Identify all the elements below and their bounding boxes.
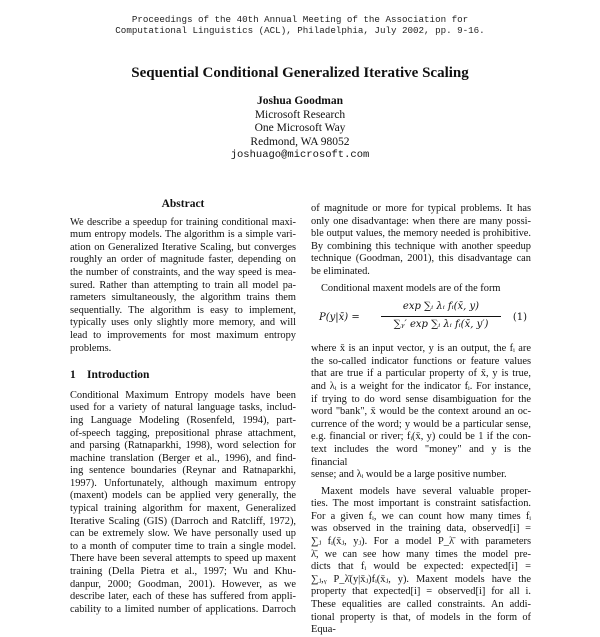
left-column <box>70 198 296 616</box>
right-line: if trying to do word sense disambiguation for the <box>311 393 531 405</box>
intro-line: of-speech tagging, prepositional phrase attachment, <box>70 427 296 439</box>
abstract-line: typically uses only slightly more memory, and will <box>70 317 296 329</box>
abstract-heading: Abstract <box>161 198 205 210</box>
right-column <box>311 203 531 637</box>
right-paragraph-2 <box>311 283 531 296</box>
intro-line: 1997). Unfortunately, although maximum entropy <box>70 477 296 489</box>
right-line: By combining this technique with another speedup <box>311 240 531 252</box>
right-line: where x̄ is an input vector, y is an output, the fᵢ are <box>311 343 531 355</box>
equation-numerator: exp ∑ᵢ λᵢ fᵢ(x̄, y) <box>381 301 501 317</box>
proceedings-line-1: Proceedings of the 40th Annual Meeting of the Association for <box>131 14 469 25</box>
intro-line: Iterative Scaling (GIS) (Darroch and Ratcliff, 1972), <box>70 515 296 527</box>
proceedings-line-2: Computational Linguistics (ACL), Philadelphia, July 2002, pp. 9-16. <box>115 25 485 36</box>
right-line: ble output values, the memory needed is prohibitive. <box>311 228 531 240</box>
equation-1 <box>311 301 531 335</box>
intro-line: training (Della Pietra et al., 1997; Wu and Khu- <box>70 566 296 578</box>
intro-line: describe later, each of these has suffered from appli- <box>70 591 296 603</box>
intro-line: There have been several attempts to speed up maxent <box>70 553 296 565</box>
section-title: Introduction <box>87 369 150 382</box>
intro-line: Conditional Maximum Entropy models have been <box>70 389 296 401</box>
abstract-line: rameters simultaneously, the algorithm trains them <box>70 292 296 304</box>
equation-denominator: ∑ᵧ′ exp ∑ᵢ λᵢ fᵢ(x̄, y′) <box>393 318 489 330</box>
section-number: 1 <box>70 369 76 382</box>
right-line: ∑ⱼ fᵢ(x̄ⱼ, yⱼ). For a model P_λ̄ with parameters <box>311 536 531 548</box>
right-line: e.g. financial or river; fᵢ(x̄, y) could be 1 if the con- <box>311 431 531 443</box>
intro-line: and parsing (Ratnaparkhi, 1998), word selection for <box>70 440 296 452</box>
abstract-body <box>70 217 296 356</box>
right-line: word "bank", x̄ would be the context around an oc- <box>311 406 531 418</box>
author-affiliation: Microsoft Research <box>254 108 346 121</box>
author-email: joshuago@microsoft.com <box>230 149 370 161</box>
right-line: property that expected[i] = observed[i] for all i. <box>311 586 531 598</box>
right-line: dicts that fᵢ would be expected: expected[i] = <box>311 561 531 573</box>
intro-line: ing sentence boundaries (Reynar and Ratnaparkhi, <box>70 465 296 477</box>
author-block <box>0 95 600 163</box>
author-name: Joshua Goodman <box>257 95 343 107</box>
abstract-line: the number of constraints, and the way speed is mea- <box>70 266 296 278</box>
equation-number: (1) <box>512 312 527 324</box>
right-line: ∑ⱼ,ᵧ P_λ̄(y|x̄ⱼ)fᵢ(x̄ⱼ, y). Maxent models have the <box>311 573 531 585</box>
right-line: currence of the word; y would be a particular sense, <box>311 418 531 430</box>
intro-line: (maxent) models can be applied very generally, the <box>70 490 296 502</box>
author-address-1: One Microsoft Way <box>254 122 346 134</box>
right-line: technique (Goodman, 2001), this disadvantage can <box>311 253 531 265</box>
introduction-body <box>70 390 296 617</box>
right-line: of magnitude or more for typical problems. It has <box>311 203 531 214</box>
paper-title: Sequential Conditional Generalized Iterative Scaling <box>131 65 469 81</box>
right-line: λ̄, we can see how many times the model pre- <box>311 548 531 560</box>
abstract-line: mum entropy models. The algorithm is a simple vari- <box>70 229 296 241</box>
right-line: Maxent models have several valuable proper- <box>321 485 531 497</box>
right-line: tional property is that, of models in the form of Equa- <box>311 611 531 636</box>
right-line: These equalities are called constraints. An addi- <box>311 599 531 611</box>
abstract-line: We describe a speedup for training conditional maxi- <box>70 216 296 228</box>
right-line: Conditional maxent models are of the form <box>321 282 501 294</box>
right-line: only one disadvantage: when there are many possi- <box>311 215 531 227</box>
right-line: was observed in the training data, observed[i] = <box>311 523 531 535</box>
abstract-line: sured. Rather than attempting to train all model pa- <box>70 279 296 291</box>
right-line: that are true if a particular property of x̄, y is true, <box>311 368 531 380</box>
equation-lhs: P(y|x̄) = <box>319 312 360 324</box>
right-line: be eliminated. <box>311 265 370 277</box>
intro-line: to a month of computer time to train a single model. <box>70 540 296 552</box>
abstract-line: ation on Generalized Iterative Scaling, but converges <box>70 241 296 253</box>
abstract-line: sequentially. The algorithm is easy to implement, <box>70 304 296 316</box>
intro-line: cability to a limited number of applications. Darroch <box>70 603 296 615</box>
right-paragraph-1 <box>311 203 531 279</box>
intro-line: danpur, 2000; Goodman, 2001). However, as we <box>70 578 296 590</box>
right-line: For a given fᵢ, we can count how many times fᵢ <box>311 510 531 522</box>
abstract-line: problems. <box>70 342 112 354</box>
section-heading-introduction <box>70 369 296 382</box>
intro-line: ing Language Modeling (Rosenfeld, 1994), part- <box>70 414 296 426</box>
right-line: the so-called indicator functions or feature values <box>311 355 531 367</box>
abstract-line: roughly an order of magnitude faster, depending on <box>70 254 296 266</box>
equation-fraction <box>381 301 501 331</box>
intro-line: can be extremely slow. We have personally used up <box>70 528 296 540</box>
right-line: text includes the word "money" and y is the financial <box>311 443 531 468</box>
right-paragraph-4 <box>311 486 531 637</box>
intro-line: typical training algorithm for maxent, Generalized <box>70 503 296 515</box>
intro-line: machine translation (Berger et al., 1996), and find- <box>70 452 296 464</box>
right-paragraph-3 <box>311 343 531 482</box>
intro-line: used for a variety of natural language tasks, includ- <box>70 402 296 414</box>
abstract-line: lead to improvements for most maximum entropy <box>70 329 296 341</box>
right-line: and λᵢ is a weight for the indicator fᵢ. For instance, <box>311 380 531 392</box>
author-address-2: Redmond, WA 98052 <box>250 135 350 148</box>
right-line: sense; and λᵢ would be a large positive number. <box>311 469 507 481</box>
right-line: ties. The most important is constraint satisfaction. <box>311 498 531 510</box>
proceedings-header <box>0 14 600 36</box>
